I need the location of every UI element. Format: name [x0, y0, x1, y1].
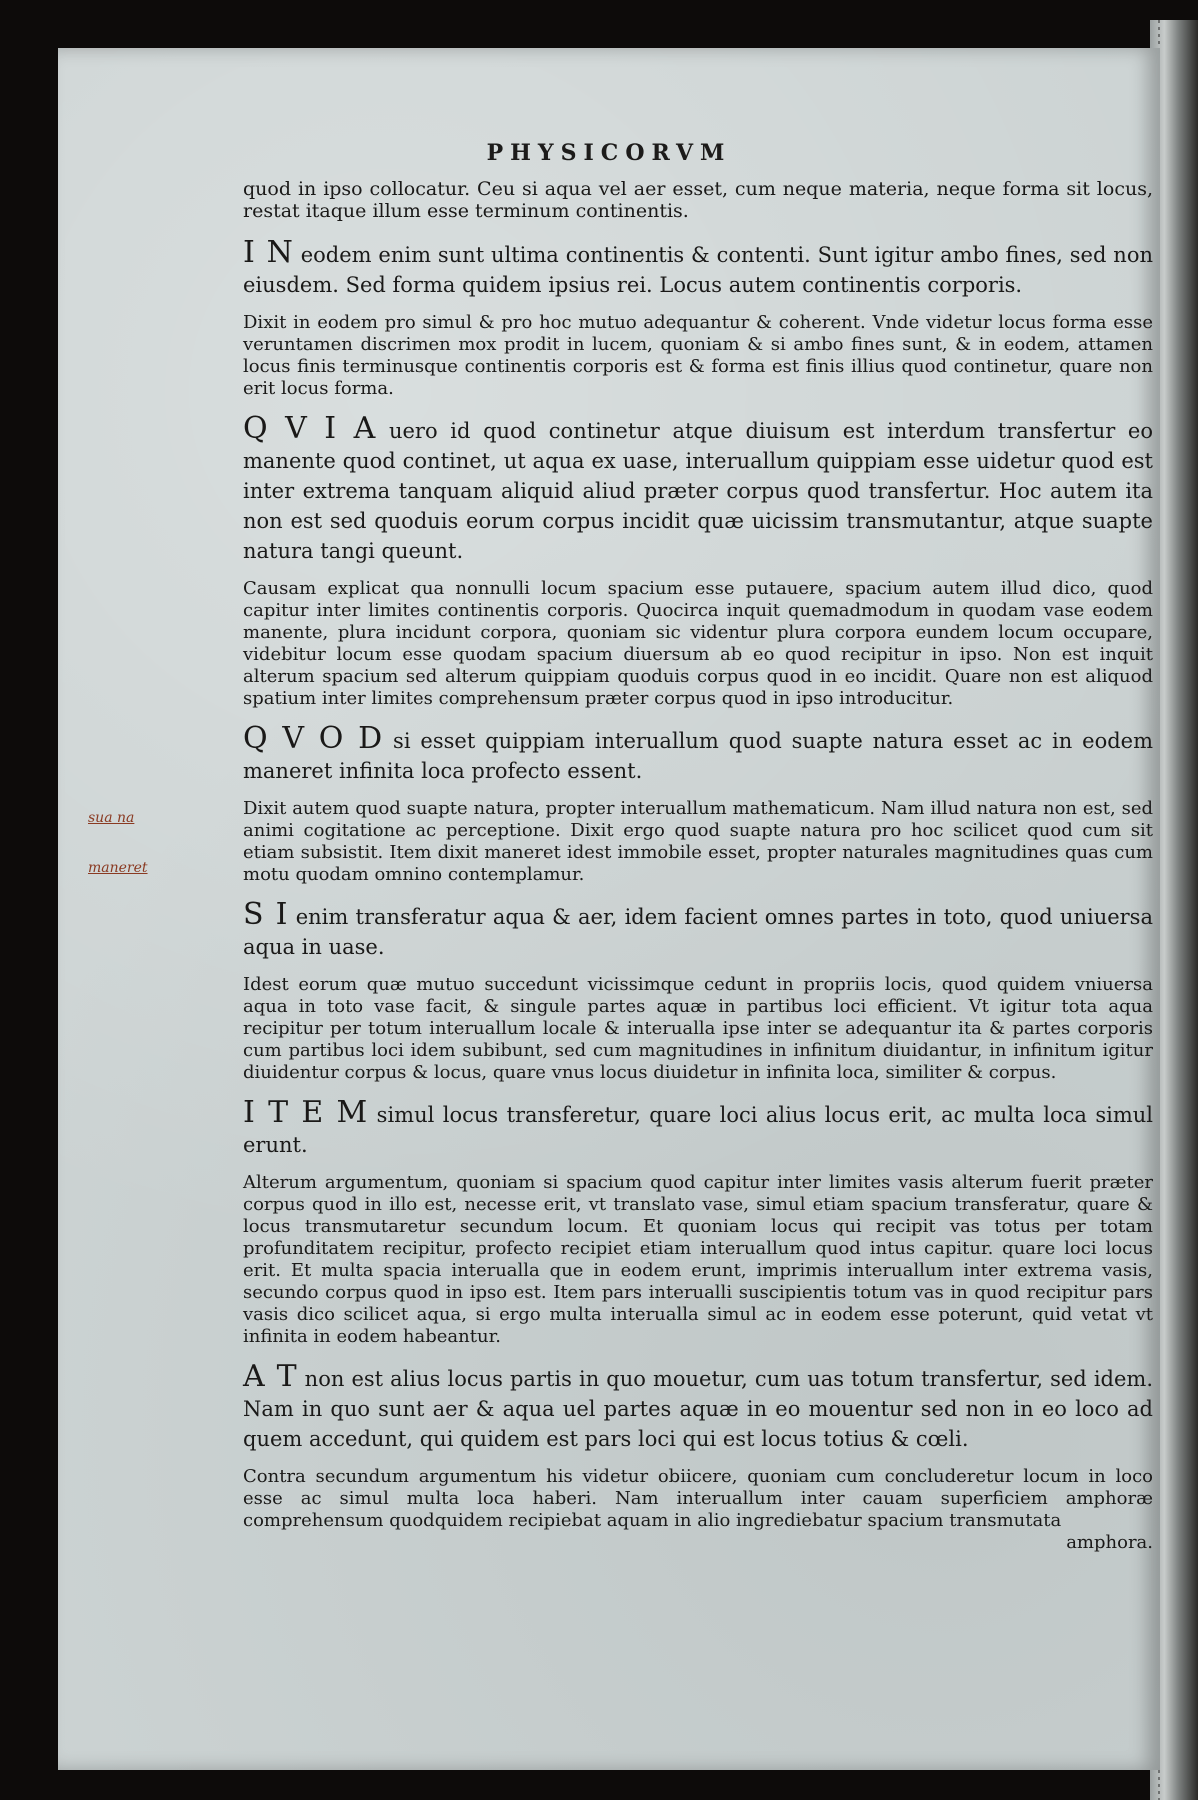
paragraph-text: eodem enim sunt ultima continentis & contenti. Sunt igitur ambo fines, sed non eiusdem. Sed forma quidem ipsius rei. Locus autem continentis corporis.	[243, 243, 1153, 297]
margin-note: sua na	[88, 810, 135, 826]
initial-word: I N	[243, 235, 294, 270]
paragraph-main	[243, 897, 1153, 962]
paragraph-main	[243, 1359, 1153, 1454]
margin-note: maneret	[88, 860, 148, 876]
final-word: amphora.	[1066, 1532, 1153, 1553]
book-page	[58, 48, 1160, 1770]
paragraph-commentary: Dixit in eodem pro simul & pro hoc mutuo adequantur & coherent. Vnde videtur locus forma esse veruntamen discrimen mox prodit in lucem, quoniam & si ambo fines sunt, & in eodem, attamen locus finis terminusque continentis corporis est & forma est finis illius quod continetur, quare non erit locus forma.	[243, 312, 1153, 399]
paragraph-text: si esset quippiam interuallum quod suapte natura esset ac in eodem maneret infinita loca profecto essent.	[243, 729, 1154, 783]
paragraph-text: enim transferatur aqua & aer, idem facient omnes partes in toto, quod uniuersa aqua in uase.	[243, 905, 1153, 959]
initial-word: A T	[243, 1359, 298, 1394]
paragraph-commentary: Dixit autem quod suapte natura, propter interuallum mathematicum. Nam illud natura non est, sed animi cogitatione ac perceptione. Dixit ergo quod suapte natura pro hoc scilicet quod cum sit etiam subsistit. Item dixit maneret idest immobile esset, propter naturales magnitudines quas cum motu quodam omnino contemplamur.	[243, 798, 1153, 885]
paragraph-text: simul locus transferetur, quare loci alius locus erit, ac multa loca simul erunt.	[243, 1103, 1153, 1157]
paragraph-commentary: Alterum argumentum, quoniam si spacium quod capitur inter limites vasis alterum fuerit præter corpus quod in illo est, necesse erit, vt translato vase, simul etiam spacium transferatur, quare & locus transmutaretur secundum locum. Et quoniam locus qui recipit vas totus per totam profunditatem recipitur, profecto recipiet etiam interuallum quod intus capitur. quare loci locus erit. Et multa spacia interualla que in eodem erunt, imprimis interuallum inter extrema vasis, secundo corpus quod in ipso est. Item pars interualli suscipientis totum vas in quod recipitur pars vasis dico scilicet aqua, si ergo multa interualla simul ac in eodem esse poterunt, quid vetat vt infinita in eodem habeantur.	[243, 1172, 1153, 1347]
initial-word: S I	[243, 897, 289, 932]
paragraph-main	[243, 721, 1154, 786]
paragraph-main	[243, 411, 1153, 566]
paragraph-main	[243, 235, 1153, 300]
initial-word: I T E M	[243, 1095, 369, 1130]
paragraph-text: uero id quod continetur atque diuisum est interdum transfertur eo manente quod continet, ut aqua ex uase, interuallum quippiam esse uidetur quod est inter extrema tanquam aliquid aliud præter corpus quod transfertur. Hoc autem ita non est sed quoduis eorum corpus incidit quæ uicissim transmutantur, atque suapte natura tangi queunt.	[243, 419, 1153, 563]
paragraph-commentary: Contra secundum argumentum his videtur obiicere, quoniam cum concluderetur locum in loco esse ac simul multa loca haberi. Nam interuallum inter cauam superficiem amphoræ comprehensum quodquidem recipiebat aquam in alio ingrediebatur spacium transmutata	[243, 1466, 1153, 1531]
paragraph-continuation: quod in ipso collocatur. Ceu si aqua vel aer esset, cum neque materia, neque forma sit locus, restat itaque illum esse terminum continentis.	[243, 178, 1153, 222]
running-header: PHYSICORVM	[486, 140, 732, 166]
paragraph-main	[243, 1095, 1153, 1160]
paragraph-text: non est alius locus partis in quo mouetur, cum uas totum transfertur, sed idem. Nam in quo sunt aer & aqua uel partes aquæ in eo mouentur sed non in eo loco ad quem accedunt, qui quidem est pars loci qui est locus totius & cœli.	[243, 1367, 1153, 1451]
initial-word: Q V O D	[243, 721, 384, 756]
text-body	[243, 178, 1153, 1554]
paragraph-commentary: Causam explicat qua nonnulli locum spacium esse putauere, spacium autem illud dico, quod capitur inter limites continentis corporis. Quocirca inquit quemadmodum in quodam vase eodem manente, plura incidunt corpora, quoniam sic videntur plura corpora eundem locum occupare, videbitur locum esse quodam spacium diuersum ab eo quod recipitur in ipso. Non est inquit alterum spacium sed alterum quippiam quoduis corpus quod in eo incidit. Quare non est aliquod spatium inter limites comprehensum præter corpus quod in ipso introducitur.	[243, 578, 1153, 709]
initial-word: Q V I A	[243, 411, 377, 446]
paragraph-commentary: Idest eorum quæ mutuo succedunt vicissimque cedunt in propriis locis, quod quidem vniuersa aqua in toto vase facit, & singule partes aquæ in partibus loci efficient. Vt igitur tota aqua recipitur per totum interuallum locale & interualla ipse inter se adequantur ita & partes corporis cum partibus loci idem subibunt, sed cum magnitudines in infinitum diuidantur, in infinitum igitur diuidentur corpus & locus, quare vnus locus diuidetur in infinita loca, similiter & corpus.	[243, 974, 1153, 1083]
